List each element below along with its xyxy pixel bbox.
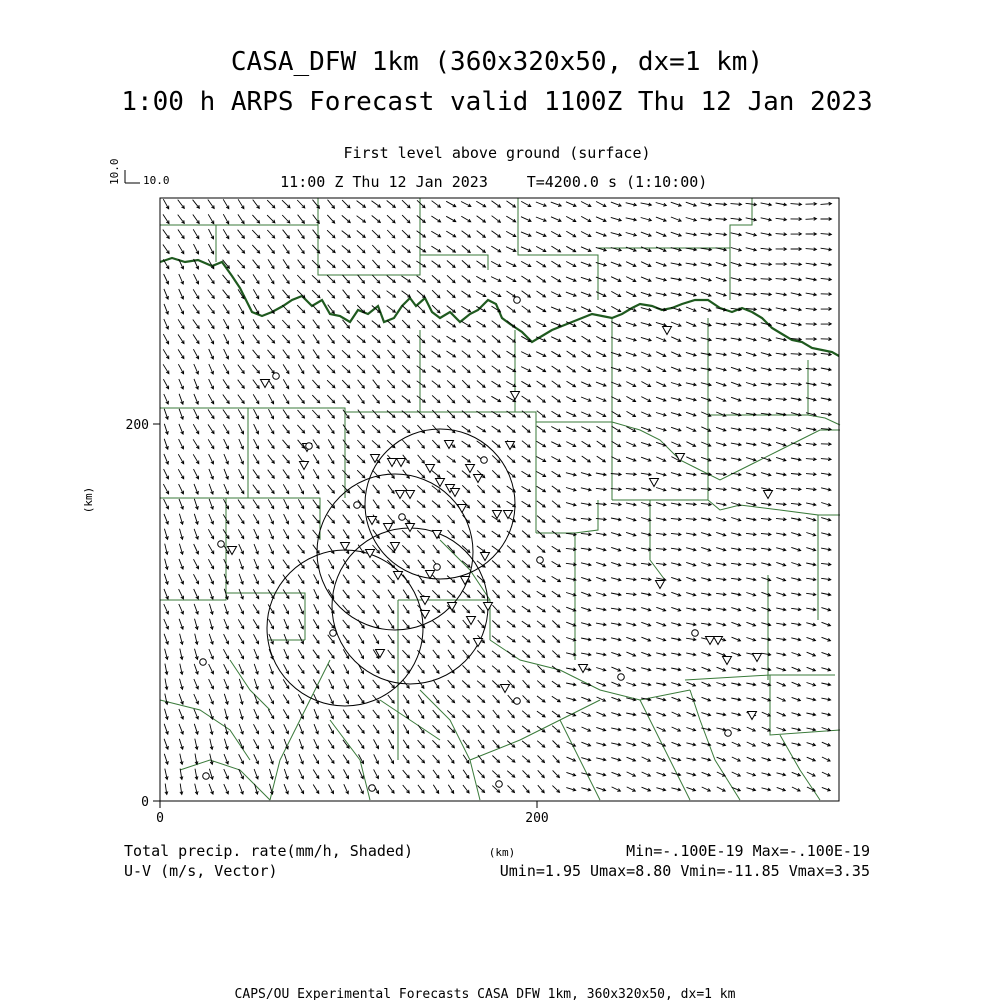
y-axis-unit: (km) <box>82 486 95 514</box>
footer-field-1: Total precip. rate(mm/h, Shaded) <box>124 842 413 860</box>
x-tick-200: 200 <box>525 811 549 826</box>
station-circle-marker <box>273 373 280 380</box>
model-time-label: T=4200.0 s (1:10:00) <box>526 173 708 191</box>
station-circle-marker <box>514 698 521 705</box>
station-circle-marker <box>692 630 699 637</box>
station-circle-marker <box>434 564 441 571</box>
x-tick-0: 0 <box>156 811 164 826</box>
station-circle-marker <box>306 443 313 450</box>
station-circle-marker <box>218 541 225 548</box>
reference-vector <box>108 159 170 188</box>
title-line-1: CASA_DFW 1km (360x320x50, dx=1 km) <box>230 47 764 77</box>
station-circle-marker <box>514 297 521 304</box>
station-circle-marker <box>354 502 361 509</box>
station-circle-marker <box>330 630 337 637</box>
station-circle-marker <box>369 785 376 792</box>
map-background <box>160 198 839 801</box>
footer-field-2: U-V (m/s, Vector) <box>124 862 278 880</box>
footer-unit: (km) <box>488 846 516 859</box>
credit-line: CAPS/OU Experimental Forecasts CASA DFW 1km, 360x320x50, dx=1 km <box>234 987 736 1000</box>
station-circle-marker <box>618 674 625 681</box>
y-tick-200: 200 <box>125 418 149 433</box>
reference-vector-y-label: 10.0 <box>108 158 121 185</box>
title-line-2: 1:00 h ARPS Forecast valid 1100Z Thu 12 Jan 2023 <box>121 87 873 117</box>
reference-vector-x-label: 10.0 <box>143 174 170 187</box>
y-tick-0: 0 <box>141 795 149 810</box>
valid-time-label: 11:00 Z Thu 12 Jan 2023 <box>280 173 488 191</box>
station-circle-marker <box>537 557 544 564</box>
station-circle-marker <box>203 773 210 780</box>
station-circle-marker <box>481 457 488 464</box>
level-label: First level above ground (surface) <box>343 144 651 162</box>
station-circle-marker <box>725 730 732 737</box>
map-panel <box>160 198 840 801</box>
footer-minmax-2: Umin=1.95 Umax=8.80 Vmin=-11.85 Vmax=3.35 <box>499 862 870 880</box>
station-circle-marker <box>399 514 406 521</box>
footer-minmax-1: Min=-.100E-19 Max=-.100E-19 <box>626 842 870 860</box>
station-circle-marker <box>496 781 503 788</box>
station-circle-marker <box>200 659 207 666</box>
